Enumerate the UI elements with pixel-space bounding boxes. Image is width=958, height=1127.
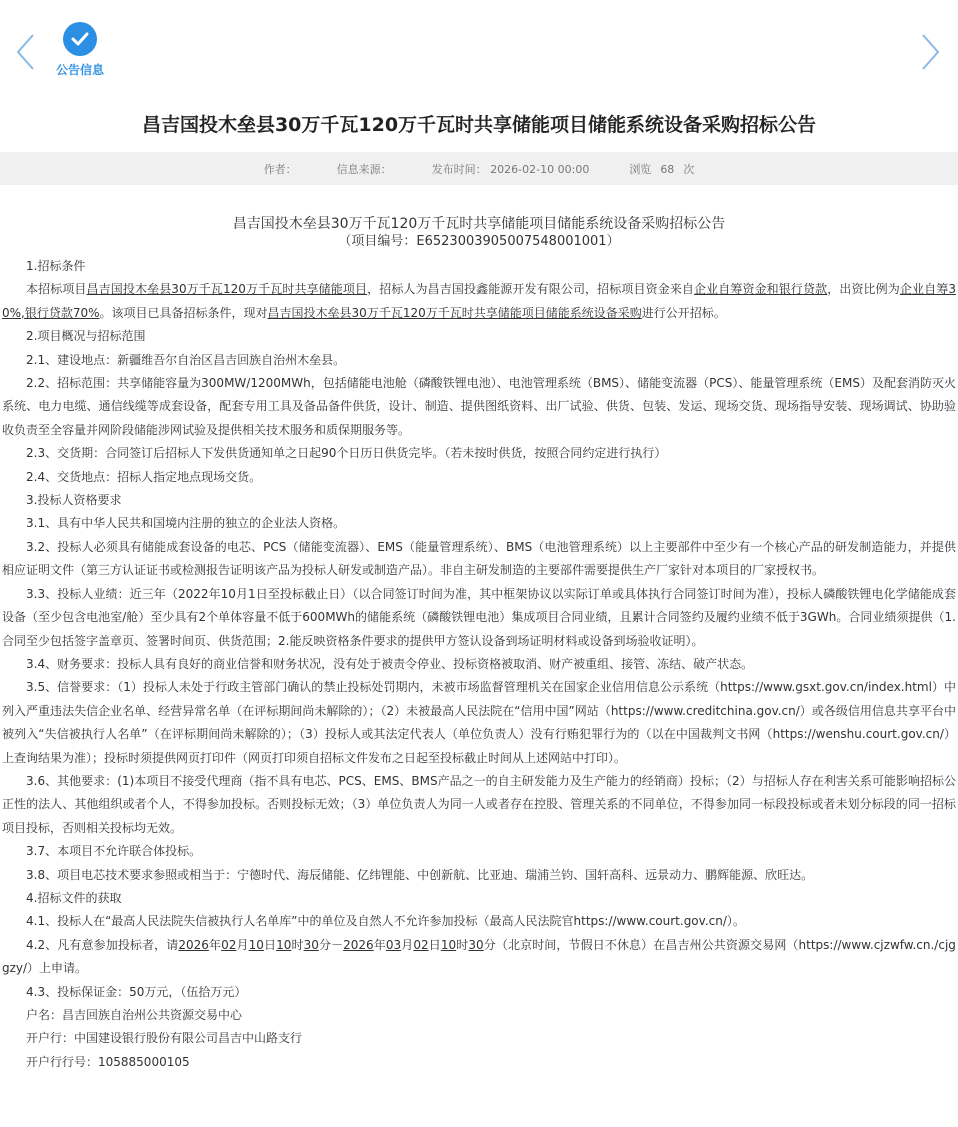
paragraph (0, 934, 958, 981)
underlined-text: 02 (221, 937, 237, 952)
views-label: 浏览 (629, 162, 652, 176)
views-count: 68 (660, 162, 675, 176)
text-run: ，招标人为昌吉国投鑫能源开发有限公司，招标项目资金来自 (367, 282, 695, 297)
underlined-text: 2026 (343, 937, 374, 952)
text-run: 月 (236, 937, 249, 952)
paragraph: 4.3、投标保证金：50万元，（伍拾万元） (26, 984, 247, 999)
paragraph: 2.4、交货地点：招标人指定地点现场交货。 (26, 469, 262, 484)
account-name: 户名：昌吉回族自治州公共资源交易中心 (26, 1008, 243, 1022)
underlined-text: 30 (303, 937, 319, 952)
author-label: 作者： (263, 162, 297, 176)
paragraph: 3.6、其他要求：(1)本项目不接受代理商（指不具有电芯、PCS、EMS、BMS产品之一的自主研发能力及生产能力的经销商）投标；（2）与招标人存在利害关系可能影响招标公正性的法人、其他组织或者个人，不得参加投标。否则投标无效；（3）单位负责人为同一人或者存在控股、管理关系的不同单位，不得参加同一标段投标或者未划分标段的同一招标项目投标，否则相关投标均无效。 (2, 773, 956, 835)
text-run: 月 (401, 937, 414, 952)
next-arrow-icon[interactable] (920, 32, 942, 72)
paragraph: 3.2、投标人必须具有储能成套设备的电芯、PCS（储能变流器）、EMS（能量管理系统）、BMS（电池管理系统）以上主要部件中至少有一个核心产品的研发制造能力，并提供相应证明文件（第三方认证证书或检测报告证明该产品为投标人研发或制造产品）。非自主研发制造的主要部件需要提供生产厂家针对本项目的厂家授权书。 (2, 539, 956, 578)
underlined-text: 10 (276, 937, 292, 952)
publish-time (432, 161, 590, 177)
view-count (629, 161, 694, 177)
text-run: 4.2、凡有意参加投标者，请 (26, 937, 179, 952)
text-run: 。该项目已具备招标条件，现对 (99, 305, 268, 320)
document-body (0, 215, 958, 1074)
text-run: 时 (291, 937, 304, 952)
article-meta-bar (0, 152, 958, 185)
underlined-text: 昌吉国投木垒县30万千瓦120万千瓦时共享储能项目储能系统设备采购 (267, 305, 642, 320)
text-run: ，出资比例为 (827, 282, 900, 297)
paragraph: 3.7、本项目不允许联合体投标。 (26, 844, 202, 859)
paragraph (0, 278, 958, 325)
text-run: 日 (428, 937, 441, 952)
step-label: 公告信息 (55, 63, 104, 77)
paragraph: 3.3、投标人业绩：近三年（2022年10月1日至投标截止日）（以合同签订时间为准，其中框架协议以实际订单或具体执行合同签订时间为准），投标人磷酸铁锂电化学储能成套设备（至少包含电池室/舱）至少具有2个单体容量不低于600MWh的储能系统（磷酸铁锂电池）集成项目合同业绩，且累计合同签约及履约业绩不低于3GWh。合同业绩须提供（1.合同至少包括签字盖章页、签署时间页、供货范围；2.能反映资格条件要求的提供甲方签认设备到场证明材料或设备到场验收证明）。 (2, 586, 956, 648)
previous-arrow-icon[interactable] (14, 32, 36, 72)
section-heading: 2.项目概况与招标范围 (26, 329, 146, 344)
page-title: 昌吉国投木垒县30万千瓦120万千瓦时共享储能项目储能系统设备采购招标公告 (141, 114, 817, 136)
underlined-text: 企业自筹30%,银行贷款70% (2, 282, 956, 320)
text-run: 日 (263, 937, 277, 952)
text-run: 时 (456, 937, 469, 952)
bank-name: 开户行：中国建设银行股份有限公司昌吉中山路支行 (26, 1031, 303, 1046)
paragraph: 2.1、建设地点：新疆维吾尔自治区昌吉回族自治州木垒县。 (26, 352, 346, 367)
paragraph: 3.4、财务要求：投标人具有良好的商业信誉和财务状况，没有处于被责令停业、投标资格被取消、财产被重组、接管、冻结、破产状态。 (26, 656, 754, 671)
text-run: 年 (208, 937, 222, 952)
paragraph: 2.2、招标范围：共享储能容量为300MW/1200MWh，包括储能电池舱（磷酸铁锂电池）、电池管理系统（BMS）、储能变流器（PCS）、能量管理系统（EMS）及配套消防灭火系统、电力电缆、通信线缆等成套设备，配套专用工具及备品备件供货，设计、制造、提供图纸资料、出厂试验、供货、包装、发运、现场交货、现场指导安装、现场调试、协助验收负责至全容量并网阶段储能涉网试验及提供相关技术服务和质保期服务等。 (2, 376, 956, 437)
underlined-text: 昌吉国投木垒县30万千瓦120万千瓦时共享储能项目 (86, 282, 368, 297)
source-label: 信息来源： (336, 162, 392, 176)
underlined-text: 30 (468, 937, 484, 952)
section-heading: 1.招标条件 (26, 259, 86, 273)
text-run: 进行公开招标。 (641, 305, 726, 320)
underlined-text: 10 (248, 937, 264, 952)
paragraph: 3.5、信誉要求：（1）投标人未处于行政主管部门确认的禁止投标处罚期内，未被市场监督管理机关在国家企业信用信息公示系统（https://www.gsxt.gov.cn/index.html）中列入严重违法失信企业名单、经营异常名单（在评标期间尚未解除的）；（2）未被最高人民法院在“信用中国”网站（https://www.creditchina.gov.cn/）或各级信用信息共享平台中被列入“失信被执行人名单”（在评标期间尚未解除的）；（3）投标人或其法定代表人（单位负责人）没有行贿犯罪行为的（以在中国裁判文书网（https://wenshu.court.gov.cn/）上查询结果为准）；投标时须提供网页打印件（网页打印须自招标文件发布之日起至投标截止时间从上述网站中打印）。 (2, 680, 956, 765)
text-run: 分－ (318, 937, 344, 952)
underlined-text: 10 (440, 937, 457, 952)
views-unit: 次 (683, 162, 695, 176)
text-run: 本招标项目 (26, 282, 87, 297)
step-announcement-info (50, 22, 110, 78)
section-heading: 4.招标文件的获取 (26, 890, 122, 905)
underlined-text: 2026 (178, 937, 209, 952)
paragraph: 3.8、项目电芯技术要求参照或相当于：宁德时代、海辰储能、亿纬锂能、中创新航、比亚迪、瑞浦兰钧、国轩高科、远景动力、鹏辉能源、欣旺达。 (26, 867, 814, 882)
publish-time-value: 2026-02-10 00:00 (490, 162, 590, 176)
publish-label: 发布时间： (431, 162, 487, 176)
paragraph: 3.1、具有中华人民共和国境内注册的独立的企业法人资格。 (26, 516, 346, 531)
project-code: （项目编号：E6523003905007548001001） (338, 234, 620, 249)
underlined-text: 企业自筹资金和银行贷款 (694, 282, 828, 297)
underlined-text: 02 (413, 937, 429, 952)
paragraph: 2.3、交货期：合同签订后招标人下发供货通知单之日起90个日历日供货完毕。（若未按时供货，按照合同约定进行执行） (26, 446, 667, 461)
bank-number: 开户行行号：105885000105 (26, 1054, 190, 1069)
paragraph: 4.1、投标人在“最高人民法院失信被执行人名单库”中的单位及自然人不允许参加投标（最高人民法院官https://www.court.gov.cn/）。 (26, 914, 745, 929)
document-title: 昌吉国投木垒县30万千瓦120万千瓦时共享储能项目储能系统设备采购招标公告 (232, 216, 726, 232)
section-heading: 3.投标人资格要求 (26, 493, 122, 508)
check-icon (63, 22, 97, 56)
text-run: 分（北京时间，节假日不休息）在昌吉州公共资源交易网（https://www.cjzwfw.cn./cjggzy/）上申请。 (2, 937, 956, 976)
underlined-text: 03 (385, 937, 402, 952)
text-run: 年 (373, 937, 386, 952)
